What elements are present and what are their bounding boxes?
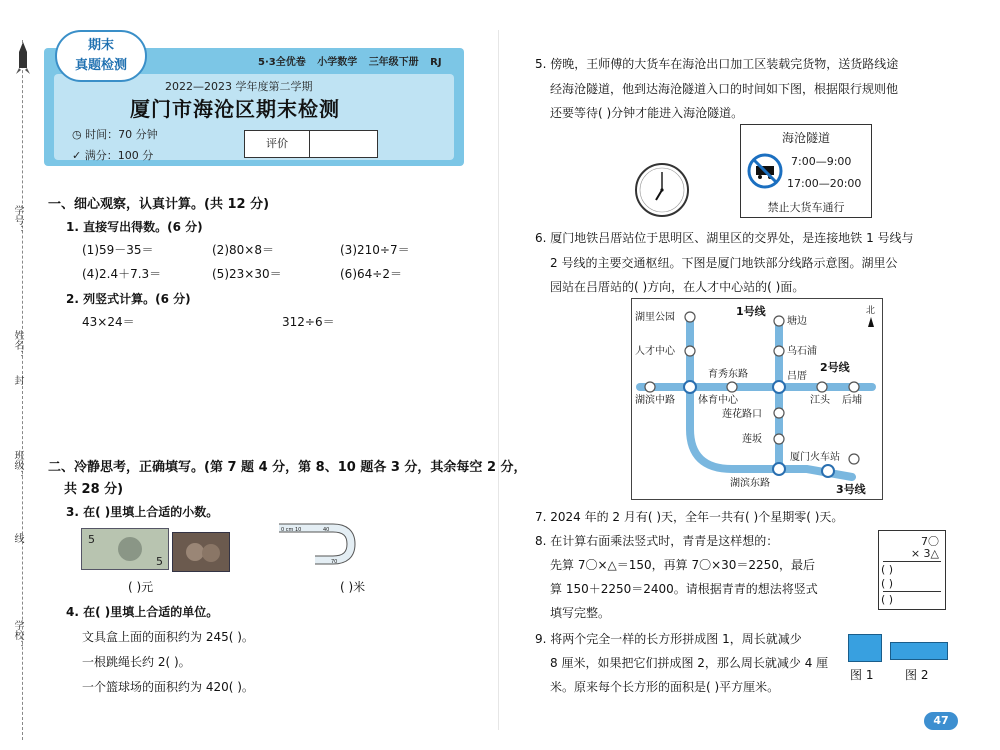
vertical-second: × 3△ [910, 547, 939, 560]
term-label: 2022—2023 学年度第二学期 [165, 80, 313, 93]
badge-line2: 真题检测 [74, 58, 127, 73]
gutter-name: 姓名： [12, 330, 23, 360]
q1-item: (6)64÷2＝ [340, 267, 402, 281]
station-label: 塘边 [787, 316, 807, 327]
series-edition: RJ [430, 57, 442, 68]
q1-item: (5)23×30＝ [212, 267, 282, 281]
q5-line: 经海沧隧道，他到达海沧隧道入口的时间如下图，根据限行规则他 [550, 82, 899, 96]
station-label: 江头 [810, 395, 830, 406]
tape-label: 40 [323, 527, 330, 533]
series-brand: 5·3全优卷 [258, 57, 306, 68]
line-label: 1号线 [736, 305, 766, 318]
gutter-seal: 封 [12, 375, 23, 385]
page-number: 47 [924, 712, 958, 730]
q1-label: 1. 直接写出得数。(6 分) [66, 220, 203, 234]
q1-item: (1)59－35＝ [82, 243, 154, 257]
tunnel-sign [740, 124, 872, 218]
station-label: 育秀东路 [708, 369, 748, 380]
line-label: 2号线 [820, 361, 850, 374]
q2-item: 312÷6＝ [282, 315, 335, 329]
series-subject: 小学数学 [317, 57, 358, 68]
final-exam-badge [55, 30, 147, 82]
figure-1-label: 图 1 [850, 668, 874, 682]
evaluation-box[interactable] [244, 130, 378, 158]
vertical-blank[interactable]: ( ) [881, 563, 894, 576]
gutter-school: 学校： [12, 620, 23, 650]
figure-1-rectangles [848, 634, 882, 662]
q9-line: 9. 将两个完全一样的长方形拼成图 1，周长就减少 [535, 632, 802, 646]
figure-2-label: 图 2 [905, 668, 929, 682]
evaluation-label: 评价 [245, 131, 310, 157]
q6-line: 6. 厦门地铁吕厝站位于思明区、湖里区的交界处，是连接地铁 1 号线与 [535, 231, 914, 245]
badge-line1: 期末 [87, 38, 114, 53]
q4-item[interactable]: 一个篮球场的面积约为 420( )。 [82, 680, 254, 694]
q3-tape-blank[interactable]: ( )米 [340, 580, 366, 594]
time-limit [72, 126, 158, 142]
score-text: 满分：100 分 [84, 149, 154, 162]
station-label: 吕厝 [787, 371, 807, 382]
vertical-blank[interactable]: ( ) [881, 593, 894, 606]
page-title: 厦门市海沧区期末检测 [130, 97, 340, 121]
station-label: 后埔 [842, 395, 862, 406]
q6-line[interactable]: 园站在吕厝站的( )方向，在人才中心站的( )面。 [550, 280, 805, 294]
no-truck-icon [747, 153, 783, 189]
q4-item[interactable]: 文具盒上面的面积约为 245( )。 [82, 630, 254, 644]
vertical-multiplication [878, 530, 946, 610]
q7-text[interactable]: 7. 2024 年的 2 月有( )天，全年一共有( )个星期零( )天。 [535, 510, 844, 524]
q9-line[interactable]: 米。原来每个长方形的面积是( )平方厘米。 [550, 680, 780, 694]
q8-line: 先算 7〇×△＝150，再算 7〇×30＝2250，最后 [550, 558, 815, 572]
section1-heading: 一、细心观察，认真计算。(共 12 分) [48, 197, 270, 212]
tape-label: 70 [331, 559, 338, 565]
station-label: 乌石浦 [787, 346, 817, 357]
check-icon: ✓ [72, 149, 85, 162]
vertical-top: 7〇 [921, 535, 939, 548]
page-divider [498, 30, 499, 730]
gutter-class: 班级： [12, 450, 23, 480]
station-label: 湖滨中路 [635, 395, 675, 406]
banknote-five-jiao [172, 532, 230, 572]
q8-line: 算 150＋2250＝2400。请根据青青的想法将竖式 [550, 582, 818, 596]
sign-title: 海沧隧道 [781, 131, 830, 145]
q5-line: 5. 傍晚，王师傅的大货车在海沧出口加工区装载完货物，送货路线途 [535, 57, 899, 71]
station-label: 体育中心 [698, 395, 738, 406]
north-arrow-icon [868, 317, 874, 327]
station-label: 湖滨东路 [730, 478, 770, 489]
q2-item: 43×24＝ [82, 315, 135, 329]
banknote-five-yuan [81, 528, 169, 570]
q1-item: (3)210÷7＝ [340, 243, 410, 257]
gutter-line-mark: 线 [12, 533, 23, 543]
q2-label: 2. 列竖式计算。(6 分) [66, 292, 191, 306]
figure-2-rectangles [890, 642, 948, 660]
svg-text:5: 5 [88, 533, 95, 546]
tape-label: 0 cm 10 [281, 527, 302, 533]
svg-text:5: 5 [156, 555, 163, 568]
series-grade: 三年级下册 [368, 57, 419, 68]
q4-item[interactable]: 一根跳绳长约 2( )。 [82, 655, 191, 669]
station-label: 人才中心 [635, 346, 675, 357]
section2-heading: 二、冷静思考，正确填写。(第 7 题 4 分，第 8、10 题各 3 分，其余每空 2 分， [48, 460, 527, 475]
station-label: 莲坂 [742, 434, 762, 445]
clock-face-icon [634, 162, 690, 218]
q1-item: (4)2.4＋7.3＝ [82, 267, 162, 281]
sign-footer: 禁止大货车通行 [767, 201, 845, 214]
north-label: 北 [866, 306, 876, 316]
q3-money-blank[interactable]: ( )元 [128, 580, 154, 594]
q8-line: 8. 在计算右面乘法竖式时，青青是这样想的： [535, 534, 779, 548]
station-label: 莲花路口 [722, 409, 762, 420]
full-score [72, 147, 153, 163]
clock-icon: ◷ [72, 128, 86, 141]
rocket-icon [15, 40, 31, 76]
station-label: 湖里公园 [635, 312, 675, 323]
q9-line: 8 厘米，如果把它们拼成图 2，那么周长就减少 4 厘 [550, 656, 829, 670]
metro-map [631, 298, 883, 500]
station-label: 厦门火车站 [790, 452, 840, 463]
sign-time-1: 7:00—9:00 [791, 155, 852, 168]
line-label: 3号线 [836, 483, 866, 496]
q3-label: 3. 在( )里填上合适的小数。 [66, 505, 219, 519]
q1-item: (2)80×8＝ [212, 243, 274, 257]
q6-line: 2 号线的主要交通枢纽。下图是厦门地铁部分线路示意图。湖里公 [550, 256, 898, 270]
tape-measure [275, 522, 365, 572]
gutter-student-id: 学号： [12, 205, 23, 235]
sign-time-2: 17:00—20:00 [787, 177, 862, 190]
q5-line[interactable]: 还要等待( )分钟才能进入海沧隧道。 [550, 106, 744, 120]
vertical-blank[interactable]: ( ) [881, 577, 894, 590]
q8-line: 填写完整。 [550, 606, 611, 620]
series-info [258, 53, 450, 68]
time-text: 时间：70 分钟 [85, 128, 158, 141]
section2-heading-cont: 共 28 分) [64, 482, 124, 497]
q4-label: 4. 在( )里填上合适的单位。 [66, 605, 219, 619]
